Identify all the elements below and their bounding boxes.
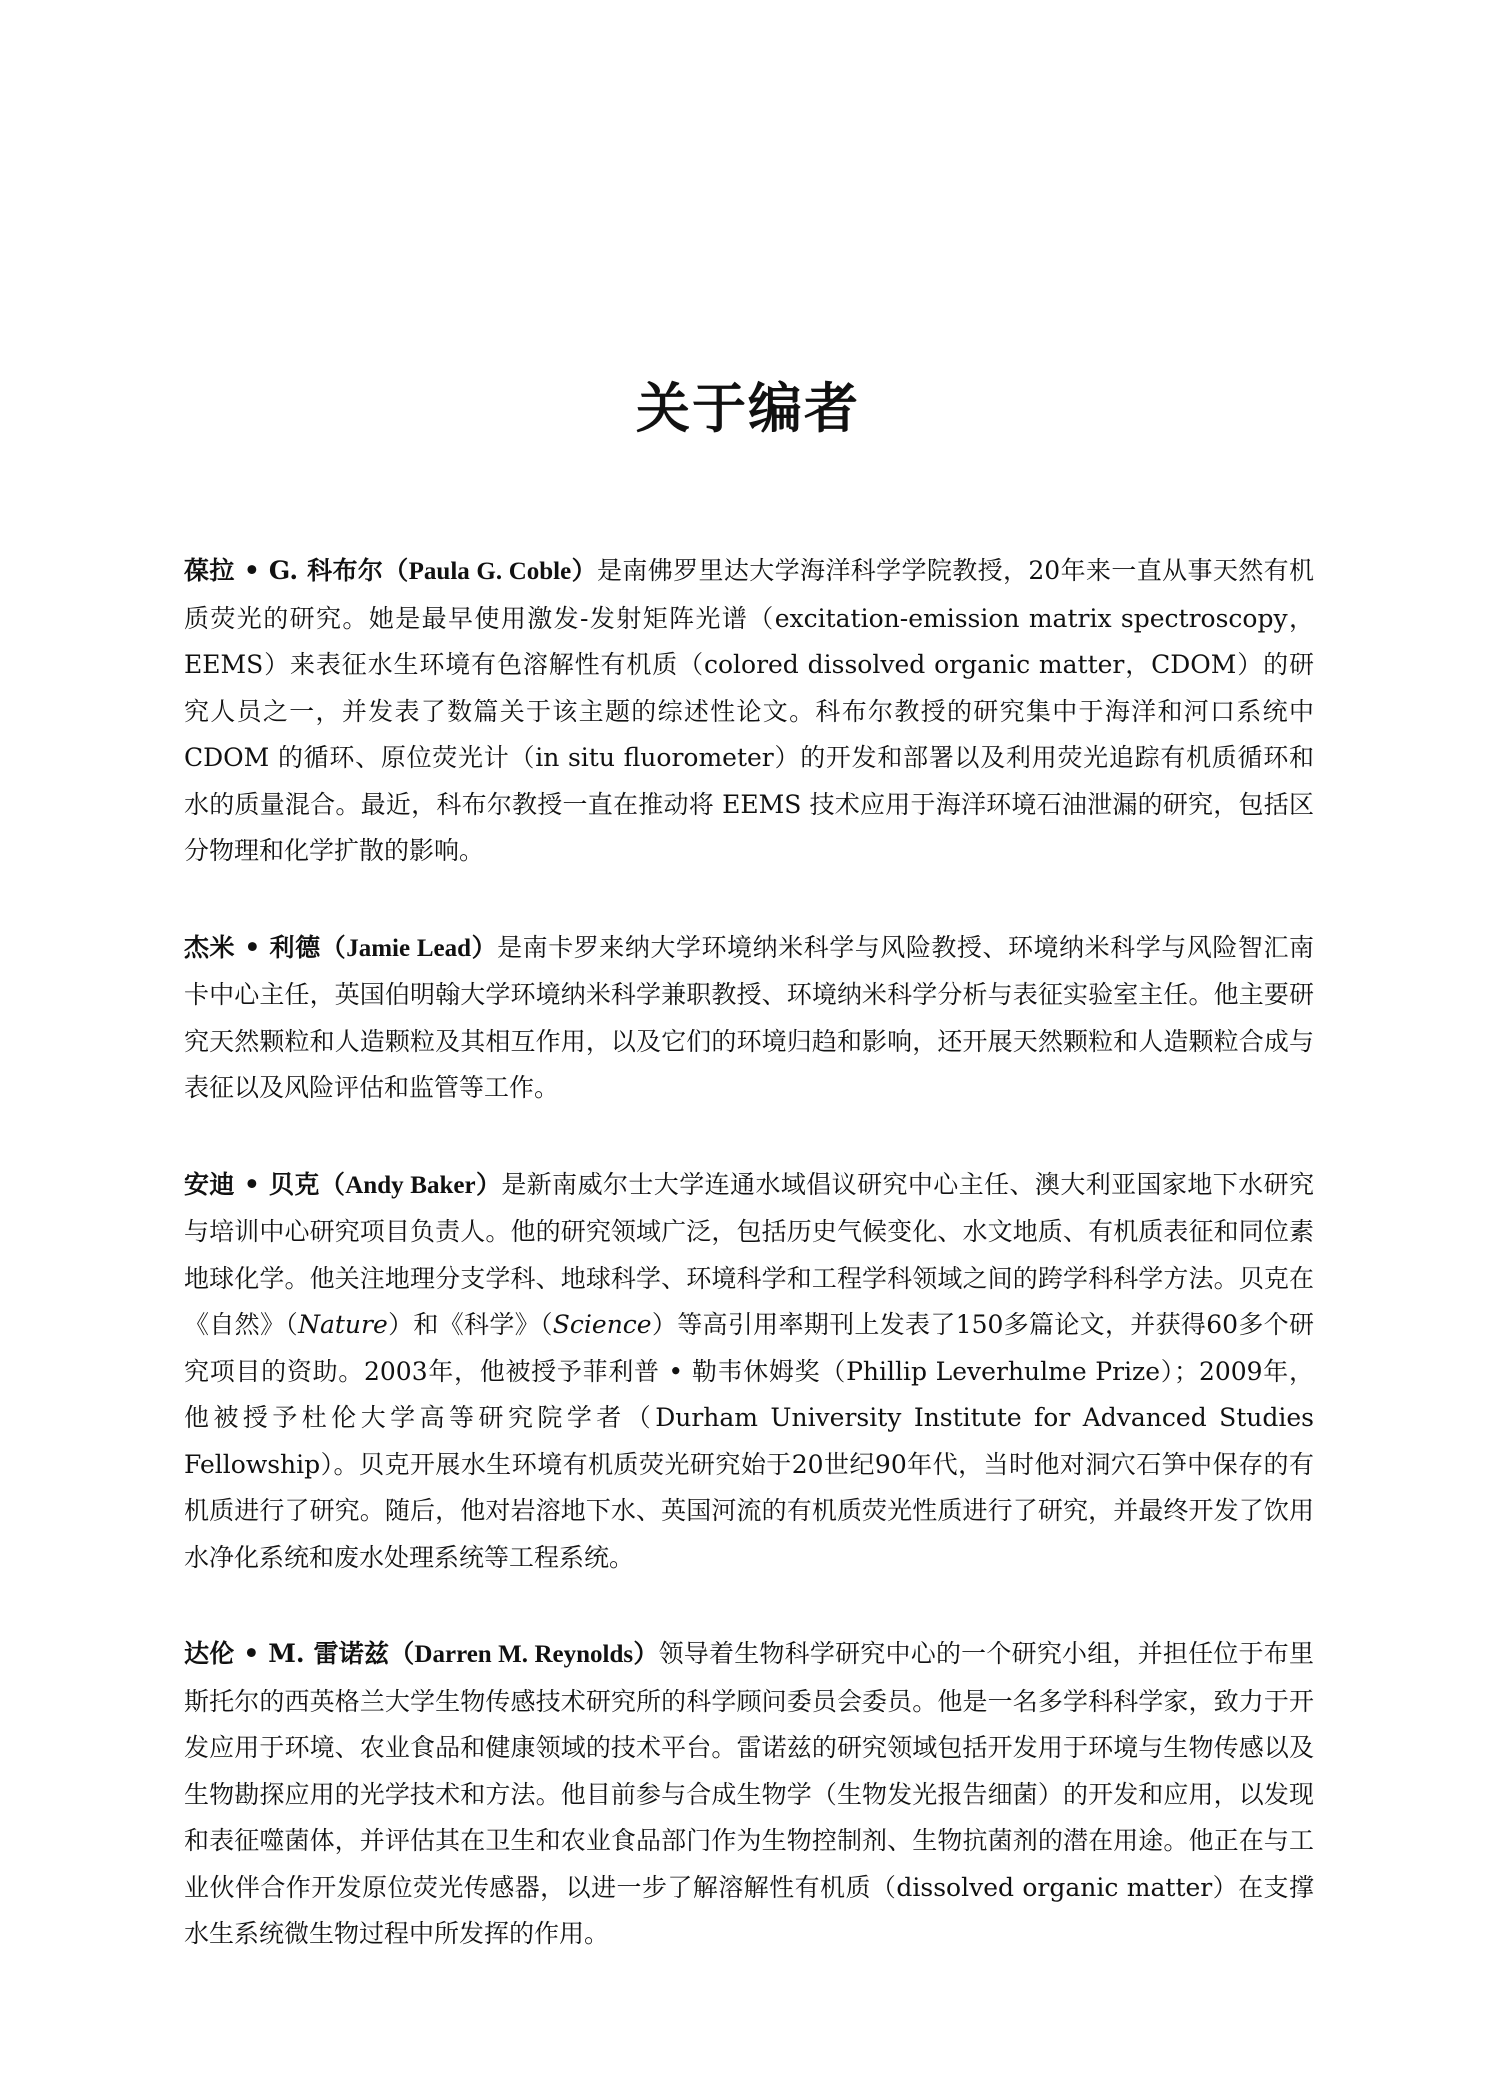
bio-name-en: （Jamie Lead） xyxy=(320,934,498,962)
bio-name: 安迪 • 贝克 xyxy=(184,1169,320,1199)
bio-name-en: （Darren M. Reynolds） xyxy=(389,1641,659,1668)
bio-text: 是南卡罗来纳大学环境纳米科学与风险教授、环境纳米科学与风险智汇南卡中心主任，英国伯明翰大学环境纳米科学兼职教授、环境纳米科学分析与表征实验室主任。他主要研究天然颗粒和人造颗粒及其相互作用，以及它们的环境归趋和影响，还开展天然颗粒和人造颗粒合成与表征以及风险评估和监管等工作。 xyxy=(184,932,1314,1102)
bio-darren-reynolds xyxy=(184,1631,1314,1958)
bio-name: 葆拉 • G. 科布尔 xyxy=(184,556,384,585)
journal-title: Nature xyxy=(298,1310,388,1339)
editor-bios xyxy=(184,548,1314,2008)
bio-name: 杰米 • 利德 xyxy=(184,932,321,962)
bio-text-part: ）等高引用率期刊上发表了150多篇论文，并获得60多个研究项目的资助。2003年，他被授予菲利普 • 勒韦休姆奖（Phillip Leverhulme Prize）；2009年，他被授予杜伦大学高等研究院学者（Durham University Institute for Advanced Studies Fellowship）。贝克开展水生环境有机质荧光研究始于20世纪90年代，当时他对洞穴石笋中保存的有机质进行了研究。随后，他对岩溶地下水、英国河流的有机质荧光性质进行了研究，并最终开发了饮用水净化系统和废水处理系统等工程系统。 xyxy=(184,1310,1314,1572)
journal-title: Science xyxy=(552,1310,652,1339)
bio-andy-baker xyxy=(184,1162,1314,1582)
bio-jamie-lead xyxy=(184,925,1314,1112)
bio-text: 是南佛罗里达大学海洋科学学院教授，20年来一直从事天然有机质荧光的研究。她是最早使用激发-发射矩阵光谱（excitation-emission matrix spectroscopy，EEMS）来表征水生环境有色溶解性有机质（colored dissolved organic matter，CDOM）的研究人员之一，并发表了数篇关于该主题的综述性论文。科布尔教授的研究集中于海洋和河口系统中 CDOM 的循环、原位荧光计（in situ fluorometer）的开发和部署以及利用荧光追踪有机质循环和水的质量混合。最近，科布尔教授一直在推动将 EEMS 技术应用于海洋环境石油泄漏的研究，包括区分物理和化学扩散的影响。 xyxy=(184,556,1314,865)
bio-paula-coble xyxy=(184,548,1314,875)
bio-text: 领导着生物科学研究中心的一个研究小组，并担任位于布里斯托尔的西英格兰大学生物传感技术研究所的科学顾问委员会委员。他是一名多学科科学家，致力于开发应用于环境、农业食品和健康领域的技术平台。雷诺兹的研究领域包括开发用于环境与生物传感以及生物勘探应用的光学技术和方法。他目前参与合成生物学（生物发光报告细菌）的开发和应用，以发现和表征噬菌体，并评估其在卫生和农业食品部门作为生物控制剂、生物抗菌剂的潜在用途。他正在与工业伙伴合作开发原位荧光传感器，以进一步了解溶解性有机质（dissolved organic matter）在支撑水生系统微生物过程中所发挥的作用。 xyxy=(184,1639,1314,1948)
bio-text-part: 是新南威尔士大学连通水域倡议研究中心主任、澳大利亚国家地下水研究与培训中心研究项目负责人。他的研究领域广泛，包括历史气候变化、水文地质、有机质表征和同位素地球化学。他关注地理分支学科、地球科学、环境科学和工程学科领域之间的跨学科科学方法。贝克在《自然》（ xyxy=(184,1169,1314,1339)
bio-name-en: （Paula G. Coble） xyxy=(383,558,597,585)
page-title: 关于编者 xyxy=(636,376,860,440)
bio-name: 达伦 • M. 雷诺兹 xyxy=(184,1639,390,1668)
bio-text-part: ）和《科学》（ xyxy=(387,1310,553,1339)
bio-name-en: （Andy Baker） xyxy=(319,1171,502,1199)
